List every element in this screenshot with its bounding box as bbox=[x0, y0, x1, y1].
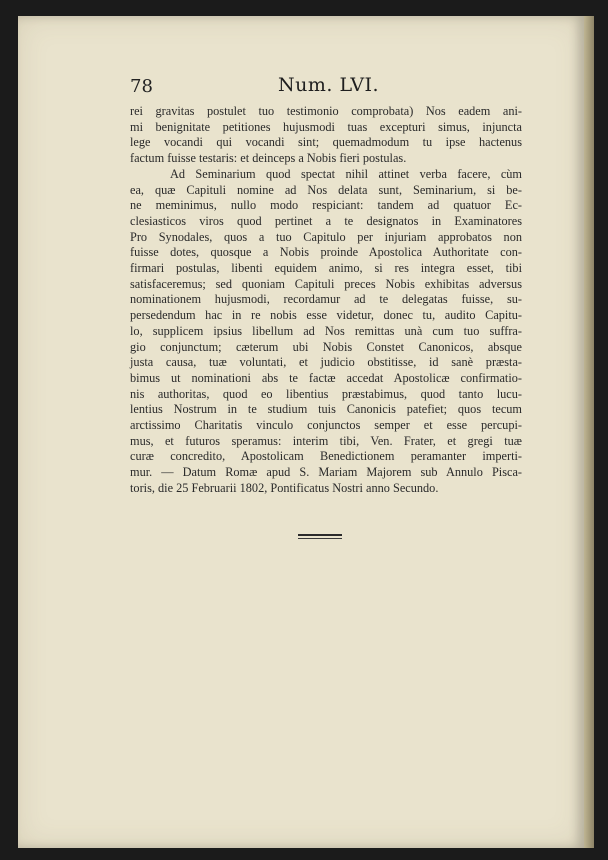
text-line: fuisse dotes, quosque a Nobis proinde Apostolica Authoritate con- bbox=[130, 245, 522, 260]
text-line: mus, et futuros speramus: interim tibi, Ven. Frater, et gregi tuæ bbox=[130, 433, 522, 448]
running-title: Num. LVI. bbox=[278, 74, 380, 96]
text-line: arctissimo Charitatis vinculo conjunctos semper et esse percupi- bbox=[130, 418, 522, 433]
text-line: lege vocandi qui vocandi sint; quemadmodum tu ipse hactenus bbox=[130, 135, 522, 150]
text-line: lentius Nostrum in te studium tuis Canonicis patefiet; quos tecum bbox=[130, 402, 522, 417]
text-line: firmari postulas, libenti equidem animo, si res integra esset, tibi bbox=[130, 261, 522, 276]
text-line: rei gravitas postulet tuo testimonio comprobata) Nos eadem ani- bbox=[130, 104, 522, 118]
body-text bbox=[130, 104, 522, 497]
text-line: Pro Synodales, quos a tuo Capitulo per injuriam approbatos non bbox=[130, 229, 522, 244]
text-line: ea, quæ Capituli nomine ad Nos delata sunt, Seminarium, si be- bbox=[130, 182, 522, 197]
page-edge-shadow bbox=[584, 16, 594, 848]
divider-line-thin bbox=[298, 538, 342, 539]
text-line: ne meminimus, nullo modo respiciant: tandem ad quatuor Ec- bbox=[130, 198, 522, 213]
divider-line-thick bbox=[298, 534, 342, 536]
text-line: clesiasticos viros quod pertinet a te designatos in Examinatores bbox=[130, 213, 522, 228]
text-line: persedendum hac in re nobis esse videtur, donec tu, audito Capitu- bbox=[130, 308, 522, 323]
paragraph-2 bbox=[130, 167, 522, 497]
text-line: factum fuisse testaris: et deinceps a Nobis fieri postulas. bbox=[130, 151, 407, 166]
text-line: nis authoritas, quod eo libentius præstabimus, quod tanto lucu- bbox=[130, 386, 522, 401]
text-line: satisfaceremus; sed quoniam Capituli preces Nobis exhibitas adversus bbox=[130, 276, 522, 291]
page-number: 78 bbox=[130, 76, 153, 97]
text-line: mi benignitate petitiones hujusmodi tuas excepturi simus, injuncta bbox=[130, 119, 522, 134]
section-divider-rule bbox=[298, 534, 342, 542]
text-line: bimus ut nominationi abs te factæ accedat Apostolicæ confirmatio- bbox=[130, 370, 522, 385]
text-line: toris, die 25 Februarii 1802, Pontificatus Nostri anno Secundo. bbox=[130, 480, 439, 495]
text-line: mur. — Datum Romæ apud S. Mariam Majorem sub Annulo Pisca- bbox=[130, 465, 522, 480]
text-line: Ad Seminarium quod spectat nihil attinet verba facere, cùm bbox=[170, 166, 522, 181]
text-line: lo, supplicem ipsius libellum ad Nos remittas unà cum tuo suffra- bbox=[130, 323, 522, 338]
text-line: justa causa, tuæ voluntati, et judicio obstitisse, id sanè præsta- bbox=[130, 355, 522, 370]
paragraph-1 bbox=[130, 104, 522, 167]
text-line: curæ concredito, Apostolicam Benedictionem peramanter imperti- bbox=[130, 449, 522, 464]
running-head bbox=[112, 62, 532, 97]
text-line: gio conjunctum; cæterum ubi Nobis Constet Canonicos, absque bbox=[130, 339, 522, 354]
text-line: nominationem hujusmodi, recordamur ad te delegatas fuisse, su- bbox=[130, 292, 522, 307]
